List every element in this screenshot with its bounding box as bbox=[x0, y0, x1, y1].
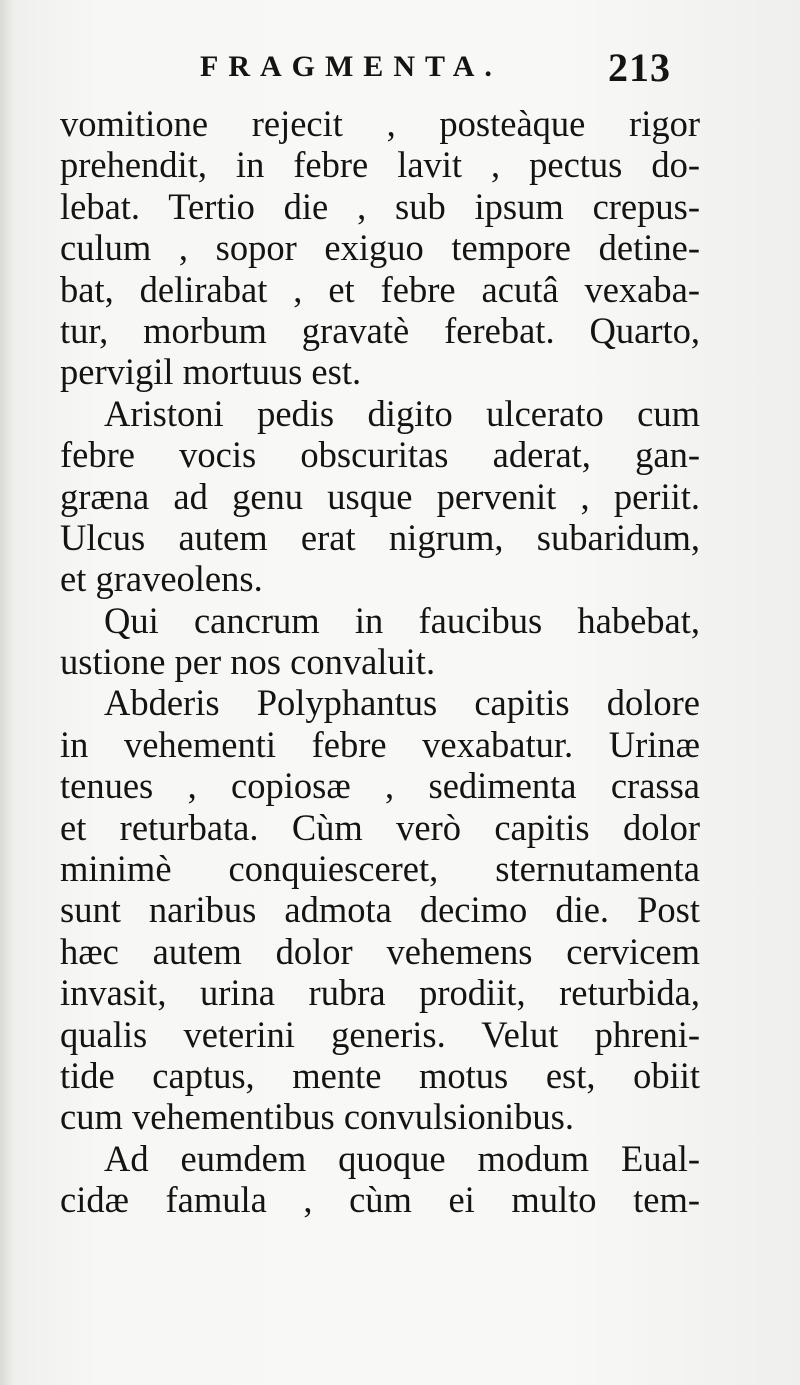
text-line: prehendit, in febre lavit , pectus do- bbox=[60, 144, 700, 186]
page-gutter-shadow bbox=[0, 0, 14, 1385]
running-head: FRAGMENTA. bbox=[200, 50, 502, 83]
text-line: minimè conquiesceret, sternutamenta bbox=[60, 848, 700, 890]
text-line: pervigil mortuus est. bbox=[60, 351, 362, 393]
text-line: Ad eumdem quoque modum Eual- bbox=[104, 1137, 700, 1179]
text-line: hæc autem dolor vehemens cervicem bbox=[60, 930, 700, 972]
body-text bbox=[60, 103, 700, 1221]
text-line: culum , sopor exiguo tempore detine- bbox=[60, 227, 700, 269]
text-line: tur, morbum gravatè ferebat. Quarto, bbox=[60, 309, 700, 351]
text-line: sunt naribus admota decimo die. Post bbox=[60, 889, 700, 931]
text-line: qualis veterini generis. Velut phreni- bbox=[60, 1013, 700, 1055]
text-line: vomitione rejecit , posteàque rigor bbox=[60, 103, 700, 144]
text-line: et returbata. Cùm verò capitis dolor bbox=[60, 806, 700, 848]
page-header bbox=[0, 44, 800, 94]
text-line: cum vehementibus convulsionibus. bbox=[60, 1096, 574, 1138]
text-line: ustione per nos convaluit. bbox=[60, 641, 436, 683]
text-line: tide captus, mente motus est, obiit bbox=[60, 1054, 700, 1096]
text-line: invasit, urina rubra prodiit, returbida, bbox=[60, 972, 700, 1014]
text-line: febre vocis obscuritas aderat, gan- bbox=[60, 434, 700, 476]
text-line: Ulcus autem erat nigrum, subaridum, bbox=[60, 516, 700, 558]
page-number: 213 bbox=[608, 45, 671, 90]
text-line: Aristoni pedis digito ulcerato cum bbox=[104, 392, 700, 434]
text-line: cidæ famula , cùm ei multo tem- bbox=[60, 1179, 700, 1221]
text-line: Qui cancrum in faucibus habebat, bbox=[104, 599, 700, 641]
text-line: Abderis Polyphantus capitis dolore bbox=[104, 682, 700, 724]
text-line: lebat. Tertio die , sub ipsum crepus- bbox=[60, 185, 700, 227]
text-line: in vehementi febre vexabatur. Urinæ bbox=[60, 723, 700, 765]
text-line: et graveolens. bbox=[60, 558, 263, 600]
text-line: tenues , copiosæ , sedimenta crassa bbox=[60, 765, 700, 807]
text-line: bat, delirabat , et febre acutâ vexaba- bbox=[60, 268, 700, 310]
text-line: græna ad genu usque pervenit , periit. bbox=[60, 475, 700, 517]
